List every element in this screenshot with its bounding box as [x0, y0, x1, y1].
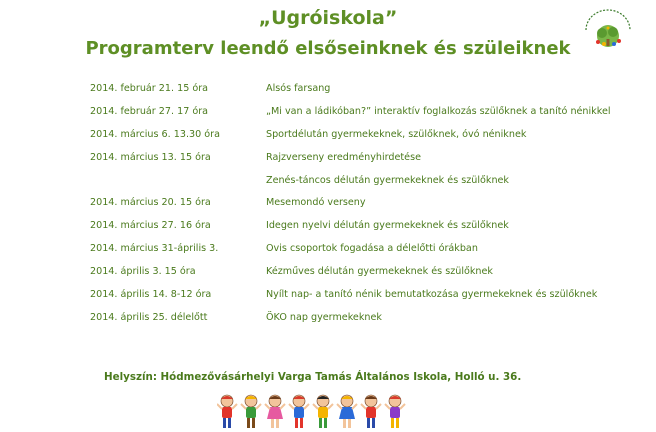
- schedule-row: [90, 289, 656, 312]
- schedule-date: 2014. április 14. 8-12 óra: [90, 289, 212, 301]
- page-title: „Ugróiskola”: [258, 7, 398, 29]
- schedule-row: [90, 220, 656, 243]
- schedule-row: [90, 106, 656, 129]
- schedule-date: 2014. április 25. délelőtt: [90, 311, 208, 323]
- schedule-row: [90, 243, 656, 266]
- schedule-event: Sportdélután gyermekeknek, szülőknek, óvó néniknek: [266, 128, 527, 140]
- schedule-event: Nyílt nap- a tanító nénik bemutatkozása gyermekeknek és szülőknek: [266, 289, 598, 301]
- schedule-row: [90, 83, 656, 106]
- schedule-event: Kézműves délután gyermekeknek és szülőknek: [266, 266, 493, 278]
- school-logo-icon: [580, 6, 636, 50]
- schedule-event: „Mi van a ládikóban?” interaktív foglalkozás szülőknek a tanító nénikkel: [266, 105, 611, 117]
- schedule-row: [90, 129, 656, 152]
- program-schedule: [90, 83, 656, 335]
- schedule-event: Zenés-táncos délután gyermekeknek és szülőknek: [266, 174, 509, 186]
- schedule-row: [90, 152, 656, 175]
- location-text: Helyszín: Hódmezővásárhelyi Varga Tamás Általános Iskola, Holló u. 36.: [104, 371, 522, 383]
- schedule-event: ÖKO nap gyermekeknek: [266, 311, 382, 323]
- schedule-event: Alsós farsang: [266, 83, 331, 94]
- children-row-icon: [217, 393, 413, 431]
- schedule-date: 2014. március 31-április 3.: [90, 243, 219, 255]
- schedule-date: 2014. február 21. 15 óra: [90, 83, 209, 94]
- schedule-date: 2014. február 27. 17 óra: [90, 105, 209, 117]
- schedule-row: [90, 197, 656, 220]
- schedule-row: [90, 312, 656, 335]
- page-subtitle: Programterv leendő elsőseinknek és szüleiknek: [85, 38, 571, 59]
- schedule-event: Ovis csoportok fogadása a délelőtti órákban: [266, 243, 478, 255]
- schedule-date: 2014. március 6. 13.30 óra: [90, 128, 220, 140]
- schedule-date: 2014. március 20. 15 óra: [90, 197, 211, 209]
- schedule-event: Mesemondó verseny: [266, 197, 366, 209]
- schedule-date: 2014. április 3. 15 óra: [90, 266, 196, 278]
- schedule-event: Idegen nyelvi délután gyermekeknek és szülőknek: [266, 220, 509, 232]
- schedule-date: 2014. március 27. 16 óra: [90, 220, 211, 232]
- schedule-row: [90, 175, 656, 198]
- schedule-event: Rajzverseny eredményhirdetése: [266, 151, 421, 163]
- schedule-date: 2014. március 13. 15 óra: [90, 151, 211, 163]
- schedule-row: [90, 266, 656, 289]
